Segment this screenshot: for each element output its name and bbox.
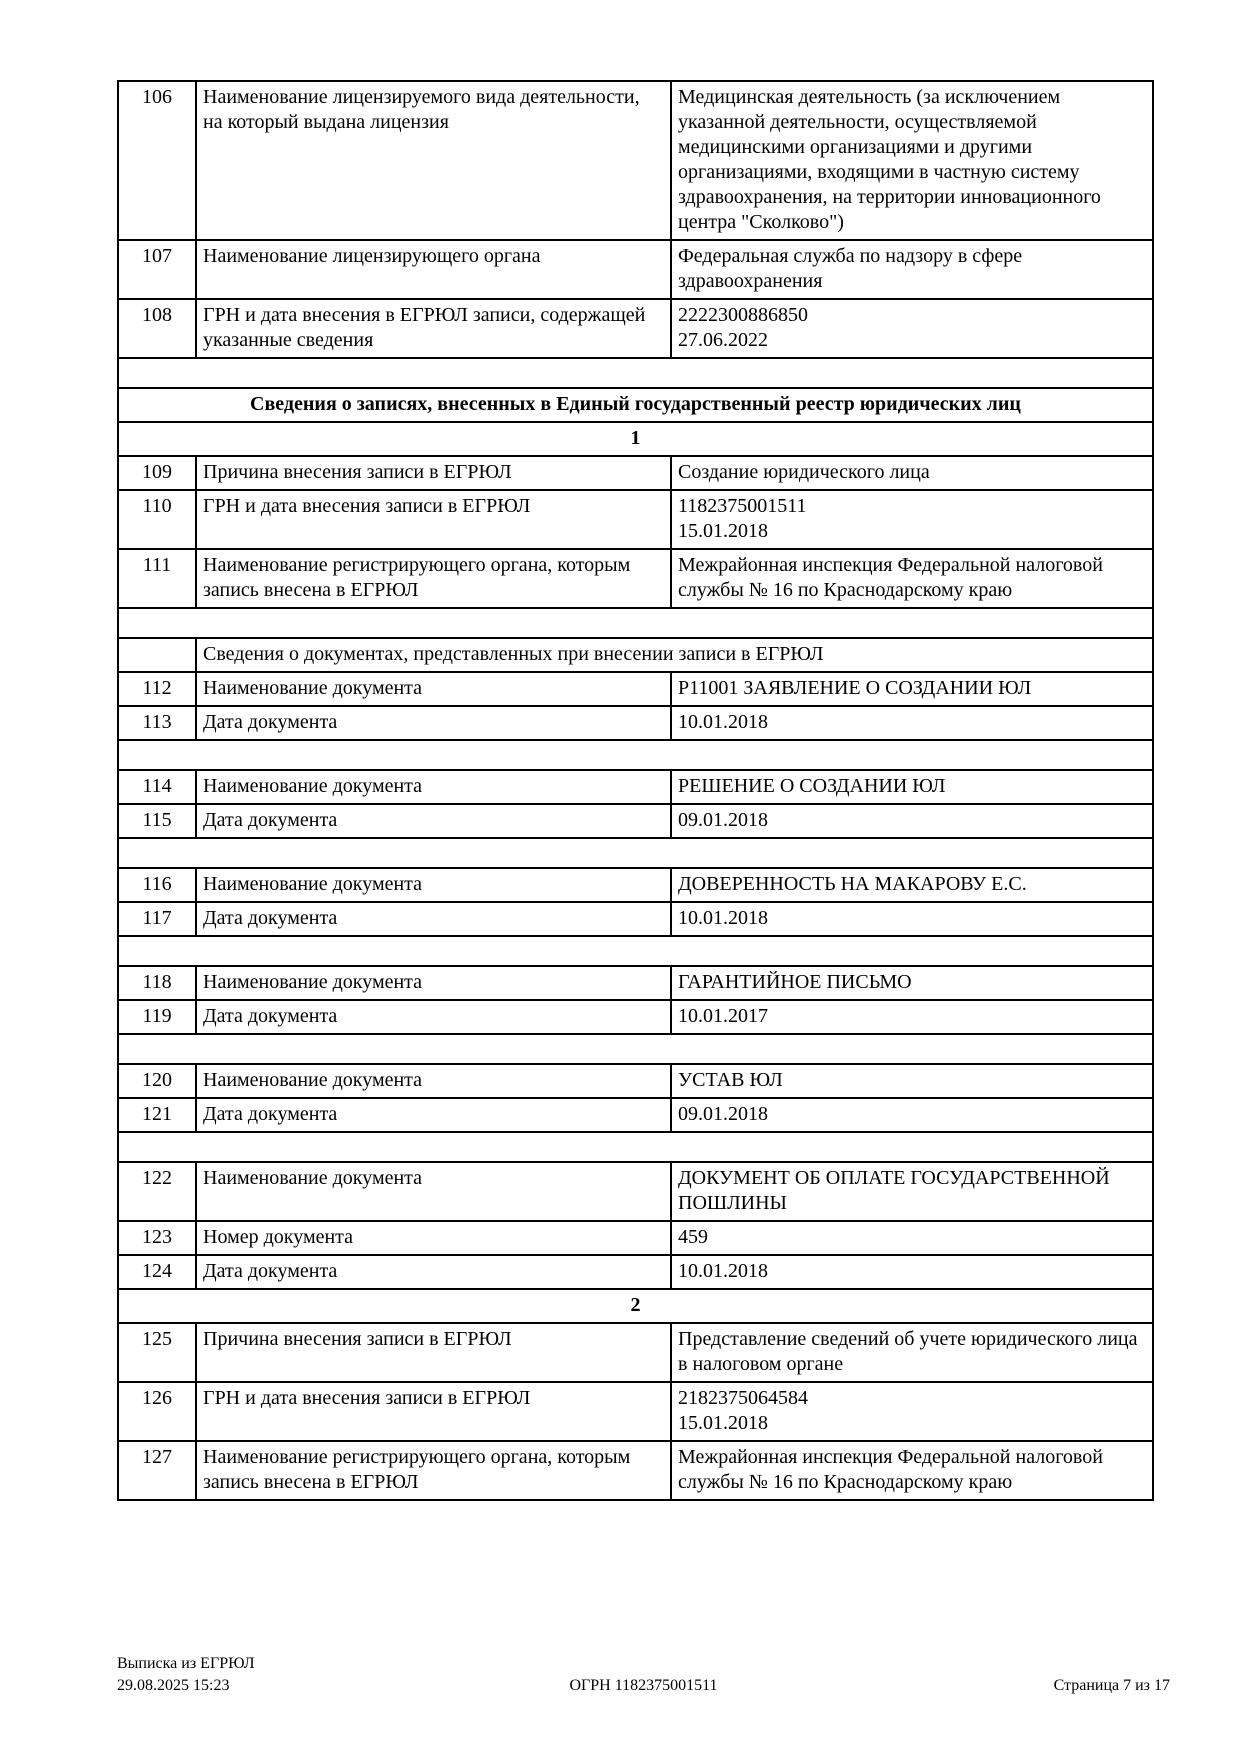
spacer-cell	[118, 358, 1153, 388]
row-number-cell: 115	[118, 804, 196, 838]
row-label-cell: ГРН и дата внесения записи в ЕГРЮЛ	[196, 490, 671, 549]
row-number-cell: 123	[118, 1221, 196, 1255]
value-line: 2222300886850	[678, 304, 808, 326]
row-label-cell: ГРН и дата внесения записи в ЕГРЮЛ	[196, 1382, 671, 1441]
egrul-table-body	[118, 81, 1153, 1500]
table-row-107	[118, 240, 1153, 299]
spacer-cell	[118, 838, 1153, 868]
row-label-cell: Наименование регистрирующего органа, которым запись внесена в ЕГРЮЛ	[196, 549, 671, 608]
table-row-114	[118, 770, 1153, 804]
row-number-cell: 117	[118, 902, 196, 936]
row-number-cell: 127	[118, 1441, 196, 1500]
row-label-cell: Номер документа	[196, 1221, 671, 1255]
row-value-cell	[671, 672, 1153, 706]
row-number-cell: 119	[118, 1000, 196, 1034]
value-line: УСТАВ ЮЛ	[678, 1069, 783, 1091]
row-label-cell: Дата документа	[196, 902, 671, 936]
row-number-cell: 111	[118, 549, 196, 608]
record-number-row	[118, 422, 1153, 456]
value-line: Представление сведений об учете юридического лица в налоговом органе	[678, 1328, 1138, 1375]
row-label-cell: Наименование документа	[196, 1064, 671, 1098]
record-number-cell: 1	[118, 422, 1153, 456]
table-row-121	[118, 1098, 1153, 1132]
row-value-cell	[671, 868, 1153, 902]
value-line: 459	[678, 1226, 708, 1248]
row-label-cell: Наименование документа	[196, 868, 671, 902]
row-value-cell	[671, 240, 1153, 299]
table-row-110	[118, 490, 1153, 549]
table-row-106	[118, 81, 1153, 240]
footer-page-number: Страница 7 из 17	[1053, 1677, 1170, 1694]
row-value-cell	[671, 490, 1153, 549]
row-value-cell	[671, 966, 1153, 1000]
table-row-111	[118, 549, 1153, 608]
section-header-row	[118, 388, 1153, 422]
value-line: 1182375001511	[678, 495, 807, 517]
value-line: 09.01.2018	[678, 809, 768, 831]
row-number-cell: 125	[118, 1323, 196, 1382]
footer-line	[117, 1675, 1170, 1697]
spacer-row	[118, 1034, 1153, 1064]
row-label-cell: Наименование документа	[196, 1162, 671, 1221]
row-number-cell: 112	[118, 672, 196, 706]
row-value-cell	[671, 1000, 1153, 1034]
row-number-cell: 106	[118, 81, 196, 240]
table-row-120	[118, 1064, 1153, 1098]
footer	[117, 1653, 1170, 1697]
spacer-row	[118, 838, 1153, 868]
table-row-127	[118, 1441, 1153, 1500]
value-line: Межрайонная инспекция Федеральной налоговой службы № 16 по Краснодарскому краю	[678, 554, 1103, 601]
spacer-row	[118, 740, 1153, 770]
table-row-124	[118, 1255, 1153, 1289]
table-row-116	[118, 868, 1153, 902]
footer-ogrn: ОГРН 1182375001511	[569, 1677, 718, 1694]
row-label-cell: Наименование регистрирующего органа, которым запись внесена в ЕГРЮЛ	[196, 1441, 671, 1500]
record-number-cell: 2	[118, 1289, 1153, 1323]
row-label-cell: Причина внесения записи в ЕГРЮЛ	[196, 456, 671, 490]
row-label-cell: Наименование лицензируемого вида деятельности, на который выдана лицензия	[196, 81, 671, 240]
value-line: 27.06.2022	[678, 329, 768, 351]
row-label-cell: ГРН и дата внесения в ЕГРЮЛ записи, содержащей указанные сведения	[196, 299, 671, 358]
row-label-cell: Дата документа	[196, 804, 671, 838]
row-value-cell	[671, 456, 1153, 490]
footer-doc-type: Выписка из ЕГРЮЛ	[117, 1655, 255, 1672]
value-line: 10.01.2017	[678, 1005, 768, 1027]
row-value-cell	[671, 1441, 1153, 1500]
spacer-row	[118, 1132, 1153, 1162]
row-value-cell	[671, 1098, 1153, 1132]
value-line: ДОКУМЕНТ ОБ ОПЛАТЕ ГОСУДАРСТВЕННОЙ ПОШЛИНЫ	[678, 1167, 1110, 1214]
row-number-cell	[118, 638, 196, 672]
value-line: Р11001 ЗАЯВЛЕНИЕ О СОЗДАНИИ ЮЛ	[678, 677, 1032, 699]
row-value-cell	[671, 706, 1153, 740]
value-line: Федеральная служба по надзору в сфере здравоохранения	[678, 245, 1023, 292]
row-number-cell: 126	[118, 1382, 196, 1441]
row-number-cell: 108	[118, 299, 196, 358]
spacer-row	[118, 358, 1153, 388]
row-label-cell: Наименование документа	[196, 672, 671, 706]
row-value-cell	[671, 299, 1153, 358]
spacer-cell	[118, 936, 1153, 966]
row-number-cell: 114	[118, 770, 196, 804]
spacer-row	[118, 608, 1153, 638]
row-number-cell: 124	[118, 1255, 196, 1289]
row-label-cell: Наименование документа	[196, 966, 671, 1000]
row-value-cell	[671, 549, 1153, 608]
row-value-cell	[671, 1255, 1153, 1289]
row-value-cell	[671, 804, 1153, 838]
table-row-113	[118, 706, 1153, 740]
row-value-cell	[671, 1162, 1153, 1221]
row-number-cell: 116	[118, 868, 196, 902]
row-number-cell: 110	[118, 490, 196, 549]
row-number-cell: 109	[118, 456, 196, 490]
row-value-cell	[671, 902, 1153, 936]
spacer-cell	[118, 608, 1153, 638]
row-label-cell: Причина внесения записи в ЕГРЮЛ	[196, 1323, 671, 1382]
value-line: 15.01.2018	[678, 520, 768, 542]
value-line: РЕШЕНИЕ О СОЗДАНИИ ЮЛ	[678, 775, 946, 797]
row-label-cell: Наименование документа	[196, 770, 671, 804]
row-number-cell: 118	[118, 966, 196, 1000]
value-line: 10.01.2018	[678, 711, 768, 733]
row-number-cell: 107	[118, 240, 196, 299]
table-row-122	[118, 1162, 1153, 1221]
row-value-cell	[671, 770, 1153, 804]
row-value-cell	[671, 1323, 1153, 1382]
table-row-125	[118, 1323, 1153, 1382]
section-header-cell: Сведения о записях, внесенных в Единый государственный реестр юридических лиц	[118, 388, 1153, 422]
table-row-118	[118, 966, 1153, 1000]
value-line: Межрайонная инспекция Федеральной налоговой службы № 16 по Краснодарскому краю	[678, 1446, 1103, 1493]
table-row-108	[118, 299, 1153, 358]
value-line: 10.01.2018	[678, 1260, 768, 1282]
row-number-cell: 121	[118, 1098, 196, 1132]
row-number-cell: 120	[118, 1064, 196, 1098]
value-line: 09.01.2018	[678, 1103, 768, 1125]
spacer-row	[118, 936, 1153, 966]
value-line: ДОВЕРЕННОСТЬ НА МАКАРОВУ Е.С.	[678, 873, 1027, 895]
value-line: Медицинская деятельность (за исключением указанной деятельности, осуществляемой медицинскими организациями и другими организациями, входящими в частную систему здравоохранения, на территории инновационного центра "Сколково")	[678, 86, 1101, 233]
table-row-117	[118, 902, 1153, 936]
value-line: 2182375064584	[678, 1387, 808, 1409]
table-row-119	[118, 1000, 1153, 1034]
value-line: ГАРАНТИЙНОЕ ПИСЬМО	[678, 971, 912, 993]
value-line: 10.01.2018	[678, 907, 768, 929]
row-value-cell	[671, 81, 1153, 240]
documents-header-row	[118, 638, 1153, 672]
table-row-115	[118, 804, 1153, 838]
row-value-cell	[671, 1382, 1153, 1441]
row-number-cell: 113	[118, 706, 196, 740]
value-line: 15.01.2018	[678, 1412, 768, 1434]
footer-datetime: 29.08.2025 15:23	[117, 1677, 230, 1694]
spacer-cell	[118, 740, 1153, 770]
value-line: Создание юридического лица	[678, 461, 930, 483]
row-label-cell: Дата документа	[196, 706, 671, 740]
spacer-cell	[118, 1132, 1153, 1162]
row-label-cell: Дата документа	[196, 1000, 671, 1034]
table-row-109	[118, 456, 1153, 490]
record-number-row	[118, 1289, 1153, 1323]
row-value-cell	[671, 1064, 1153, 1098]
table-row-126	[118, 1382, 1153, 1441]
spacer-cell	[118, 1034, 1153, 1064]
row-label-cell: Наименование лицензирующего органа	[196, 240, 671, 299]
row-value-cell	[671, 1221, 1153, 1255]
row-label-cell: Дата документа	[196, 1098, 671, 1132]
table-row-112	[118, 672, 1153, 706]
table-row-123	[118, 1221, 1153, 1255]
egrul-table	[117, 80, 1154, 1501]
row-label-cell: Дата документа	[196, 1255, 671, 1289]
row-number-cell: 122	[118, 1162, 196, 1221]
documents-header-cell: Сведения о документах, представленных при внесении записи в ЕГРЮЛ	[196, 638, 1153, 672]
